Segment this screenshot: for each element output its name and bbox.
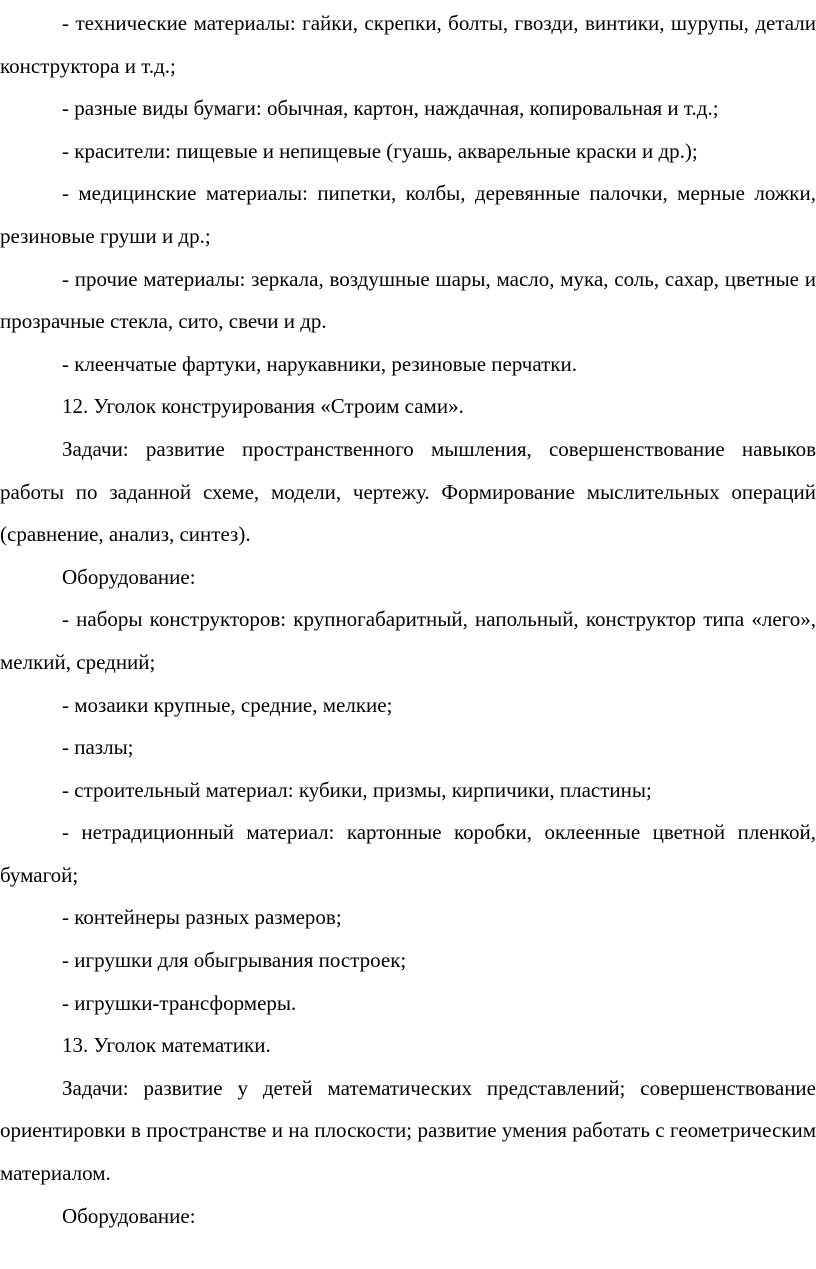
paragraph-aprons: - клеенчатые фартуки, нарукавники, резиновые перчатки.: [62, 351, 578, 376]
paragraph-other-materials: - прочие материалы: зеркала, воздушные шары, масло, мука, соль, сахар, цветные и прозрачные стекла, сито, свечи и др.: [0, 266, 816, 334]
paragraph-medical-materials: - медицинские материалы: пипетки, колбы, деревянные палочки, мерные ложки, резиновые груши и др.;: [0, 181, 816, 248]
paragraph-play-toys: - игрушки для обыгрывания построек;: [62, 948, 407, 973]
paragraph-puzzles: - пазлы;: [62, 735, 134, 760]
paragraph-constructor-sets: - наборы конструкторов: крупногабаритный, напольный, конструктор типа «лего», мелкий, средний;: [0, 607, 816, 674]
paragraph-equipment-label-2: Оборудование:: [62, 1203, 196, 1228]
paragraph-containers: - контейнеры разных размеров;: [62, 905, 342, 930]
paragraph-mosaics: - мозаики крупные, средние, мелкие;: [62, 692, 393, 717]
paragraph-equipment-label: Оборудование:: [62, 564, 196, 589]
paragraph-paper-types: - разные виды бумаги: обычная, картон, наждачная, копировальная и т.д.;: [62, 96, 719, 121]
paragraph-dyes: - красители: пищевые и непищевые (гуашь, акварельные краски и др.);: [62, 138, 698, 163]
paragraph-transformer-toys: - игрушки-трансформеры.: [62, 990, 297, 1015]
paragraph-construction-tasks: Задачи: развитие пространственного мышления, совершенствование навыков работы по заданной схеме, модели, чертежу. Формирование мыслительных операций (сравнение, анализ, синтез).: [0, 436, 816, 547]
paragraph-building-material: - строительный материал: кубики, призмы, кирпичики, пластины;: [62, 777, 652, 802]
section-heading-construction-corner: 12. Уголок конструирования «Строим сами».: [62, 394, 464, 419]
paragraph-nontraditional-material: - нетрадиционный материал: картонные коробки, оклеенные цветной пленкой, бумагой;: [0, 820, 816, 887]
paragraph-math-tasks: Задачи: развитие у детей математических представлений; совершенствование ориентировки в пространстве и на плоскости; развитие умения работать с геометрическим материалом.: [0, 1075, 816, 1186]
section-heading-math-corner: 13. Уголок математики.: [62, 1033, 271, 1058]
paragraph-technical-materials: - технические материалы: гайки, скрепки, болты, гвозди, винтики, шурупы, детали конструктора и т.д.;: [0, 11, 816, 78]
